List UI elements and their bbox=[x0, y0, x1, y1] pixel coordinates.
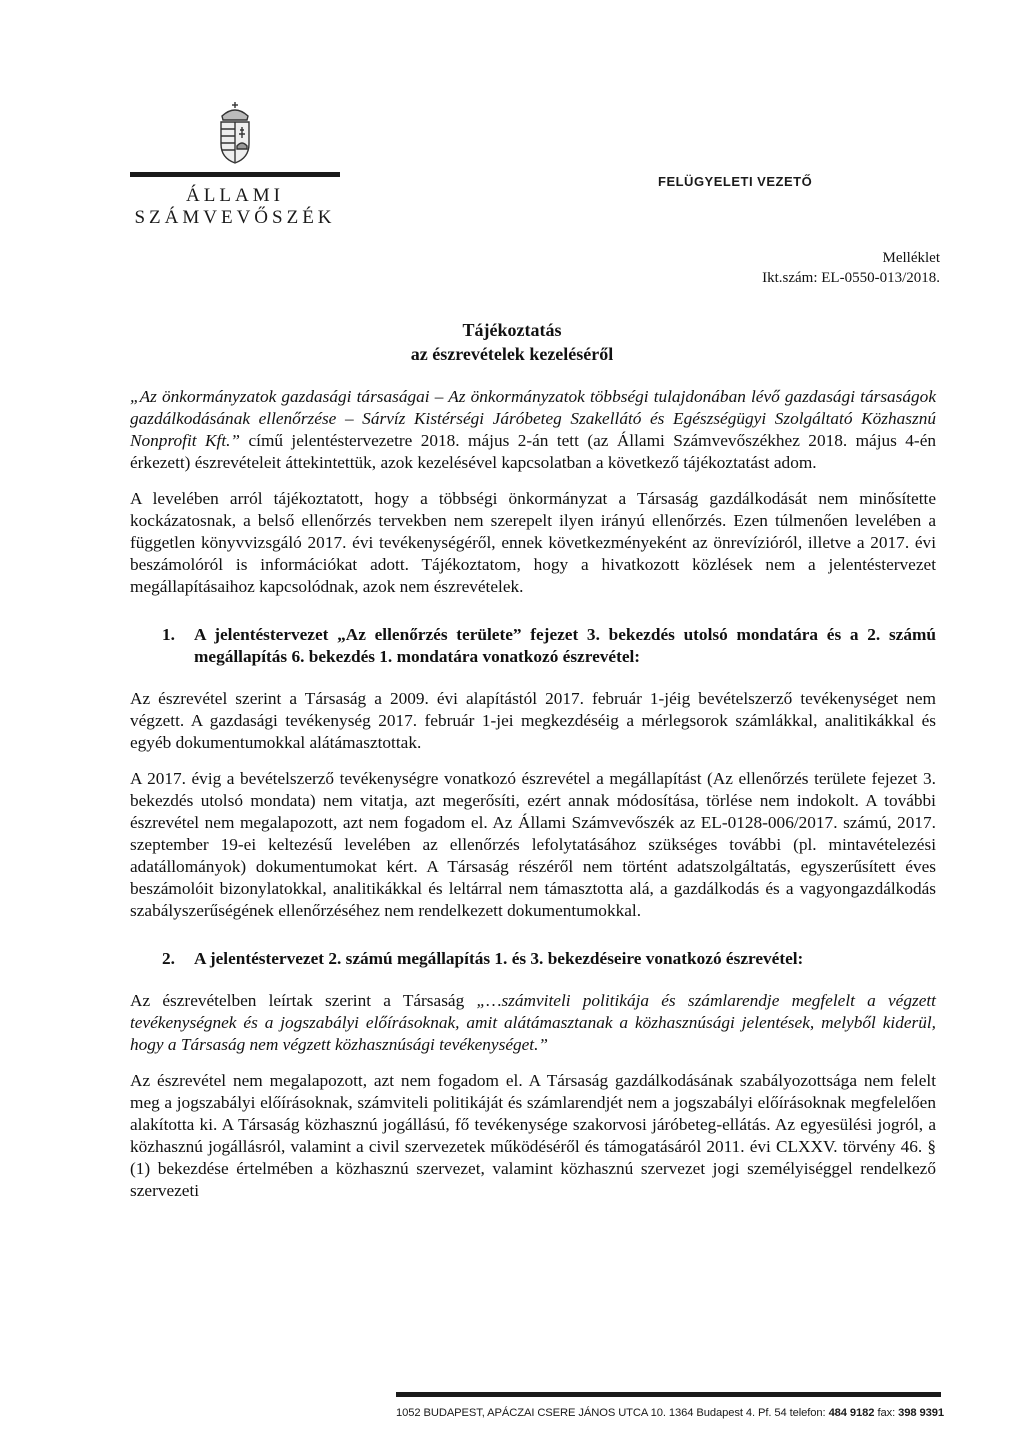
annex-label: Melléklet bbox=[882, 250, 940, 266]
section-1-title: A jelentéstervezet „Az ellenőrzés területe” fejezet 3. bekezdés utolsó mondatára és a 2. számú megállapítás 6. bekezdés 1. mondatára vonatkozó észrevétel: bbox=[194, 625, 936, 666]
footer-contact bbox=[396, 1407, 944, 1419]
org-logo bbox=[130, 100, 340, 229]
intro-text: című jelentéstervezetre 2018. május 2-án tett (az Állami Számvevőszékhez 2018. május 4-én érkezett) észrevételeit áttekintettük, azok kezelésével kapcsolatban a következő tájékoztatást adom. bbox=[130, 431, 937, 472]
footer-rule bbox=[396, 1392, 941, 1397]
section-2-lead: Az észrevételben leírtak szerint a Társaság bbox=[130, 991, 477, 1010]
footer-address: 1052 BUDAPEST, APÁCZAI CSERE JÁNOS UTCA 10. 1364 Budapest 4. Pf. 54 telefon: bbox=[396, 1407, 829, 1419]
section-2-title: A jelentéstervezet 2. számú megállapítás 1. és 3. bekezdéseire vonatkozó észrevétel: bbox=[194, 949, 804, 968]
title-line1: Tájékoztatás bbox=[462, 320, 562, 340]
section-1-number: 1. bbox=[162, 625, 175, 644]
reference-number: Ikt.szám: EL-0550-013/2018. bbox=[762, 270, 940, 286]
logo-rule bbox=[130, 172, 340, 177]
org-name-line1: ÁLLAMI bbox=[186, 185, 284, 206]
paragraph-2: A levelében arról tájékoztatott, hogy a többségi önkormányzat a Társaság gazdálkodását nem minősítette kockázatosnak, a belső ellenőrzés tervekben nem szerepelt ilyen irányú ellenőrzés. Ezen túlmenően levelében a független könyvvizsgáló 2017. évi tevékenységéről, ennek következményeként az önrevízióról, illetve a 2017. évi beszámolóról is információkat adott. Tájékoztatom, hogy a hivatkozott közlések nem a jelentéstervezet megállapításaihoz kapcsolódnak, azok nem észrevételek. bbox=[130, 489, 936, 596]
department-label: FELÜGYELETI VEZETŐ bbox=[658, 174, 813, 189]
document-title bbox=[0, 318, 1024, 366]
section-2-heading bbox=[130, 948, 936, 970]
title-line2: az észrevételek kezeléséről bbox=[410, 344, 614, 364]
section-1-paragraph-1: Az észrevétel szerint a Társaság a 2009. évi alapítástól 2017. február 1-jéig bevételszerző tevékenységet nem végzett. A gazdasági tevékenység 2017. február 1-jei megkezdéséig a mérlegsorok számlákkal, analitikákkal és egyéb dokumentumokkal alátámasztottak. bbox=[130, 689, 936, 752]
section-2-paragraph-1 bbox=[130, 990, 936, 1056]
annex-block bbox=[762, 248, 940, 288]
footer-phone: 484 9182 bbox=[828, 1407, 875, 1419]
section-2-paragraph-2: Az észrevétel nem megalapozott, azt nem fogadom el. A Társaság gazdálkodásának szabályozottsága nem felelt meg a jogszabályi előírásoknak, számviteli politikáját és számlarendjét nem a jogszabályi előírásoknak megfelelően alakította ki. A Társaság közhasznú jogállású, fő tevékenysége szakorvosi járóbeteg-ellátás. Az egyesülési jogról, a közhasznú jogállásról, valamint a civil szervezetek működéséről és támogatásáról 2011. évi CLXXV. törvény 46. § (1) bekezdése értelmében a közhasznú szervezet, valamint közhasznú szervezet jogi személyiséggel rendelkező szervezeti bbox=[130, 1071, 936, 1200]
section-2-quote: „…számviteli politikája és számlarendje megfelelt a végzett tevékenységnek és a jogszabályi előírásoknak, amit alátámasztanak a közhasznúsági jelentések, melyből kiderül, hogy a Társaság nem végzett közhasznúsági tevékenységet.” bbox=[130, 991, 936, 1054]
section-2-number: 2. bbox=[162, 949, 175, 968]
document-body bbox=[130, 386, 936, 1216]
org-name-line2: SZÁMVEVŐSZÉK bbox=[134, 207, 336, 228]
report-title-quote: „Az önkormányzatok gazdasági társaságai – Az önkormányzatok többségi tulajdonában lévő gazdasági társaságok gazdálkodásának ellenőrzése – Sárvíz Kistérségi Járóbeteg Szakellátó és Egészségügyi Szolgáltató Közhasznú Nonprofit Kft.” bbox=[130, 387, 936, 450]
section-1-paragraph-2: A 2017. évig a bevételszerző tevékenységre vonatkozó észrevétel a megállapítást (Az ellenőrzés területe fejezet 3. bekezdés utolsó mondata) nem vitatja, azt megerősíti, ezért annak módosítása, törlése nem indokolt. A további észrevétel nem megalapozott, azt nem fogadom el. Az Állami Számvevőszék az EL-0128-006/2017. számú, 2017. szeptember 19-ei keltezésű levelében az ellenőrzés lefolytatásához szükséges további (pl. mintavételezési adatállományok) dokumentumokat kért. A Társaság részéről nem történt adatszolgáltatás, egyszerűsített éves beszámolóit bizonylatokkal, analitikákkal és leltárral nem támasztotta alá, a gazdálkodás és a vagyongazdálkodás szabályszerűségének ellenőrzéséhez nem rendelkezett dokumentumokkal. bbox=[130, 769, 936, 920]
hungarian-coat-of-arms-icon bbox=[213, 100, 257, 166]
footer-fax: 398 9391 bbox=[898, 1407, 944, 1419]
footer-fax-label: fax: bbox=[874, 1407, 899, 1419]
section-1-heading bbox=[130, 624, 936, 668]
intro-paragraph bbox=[130, 386, 936, 474]
